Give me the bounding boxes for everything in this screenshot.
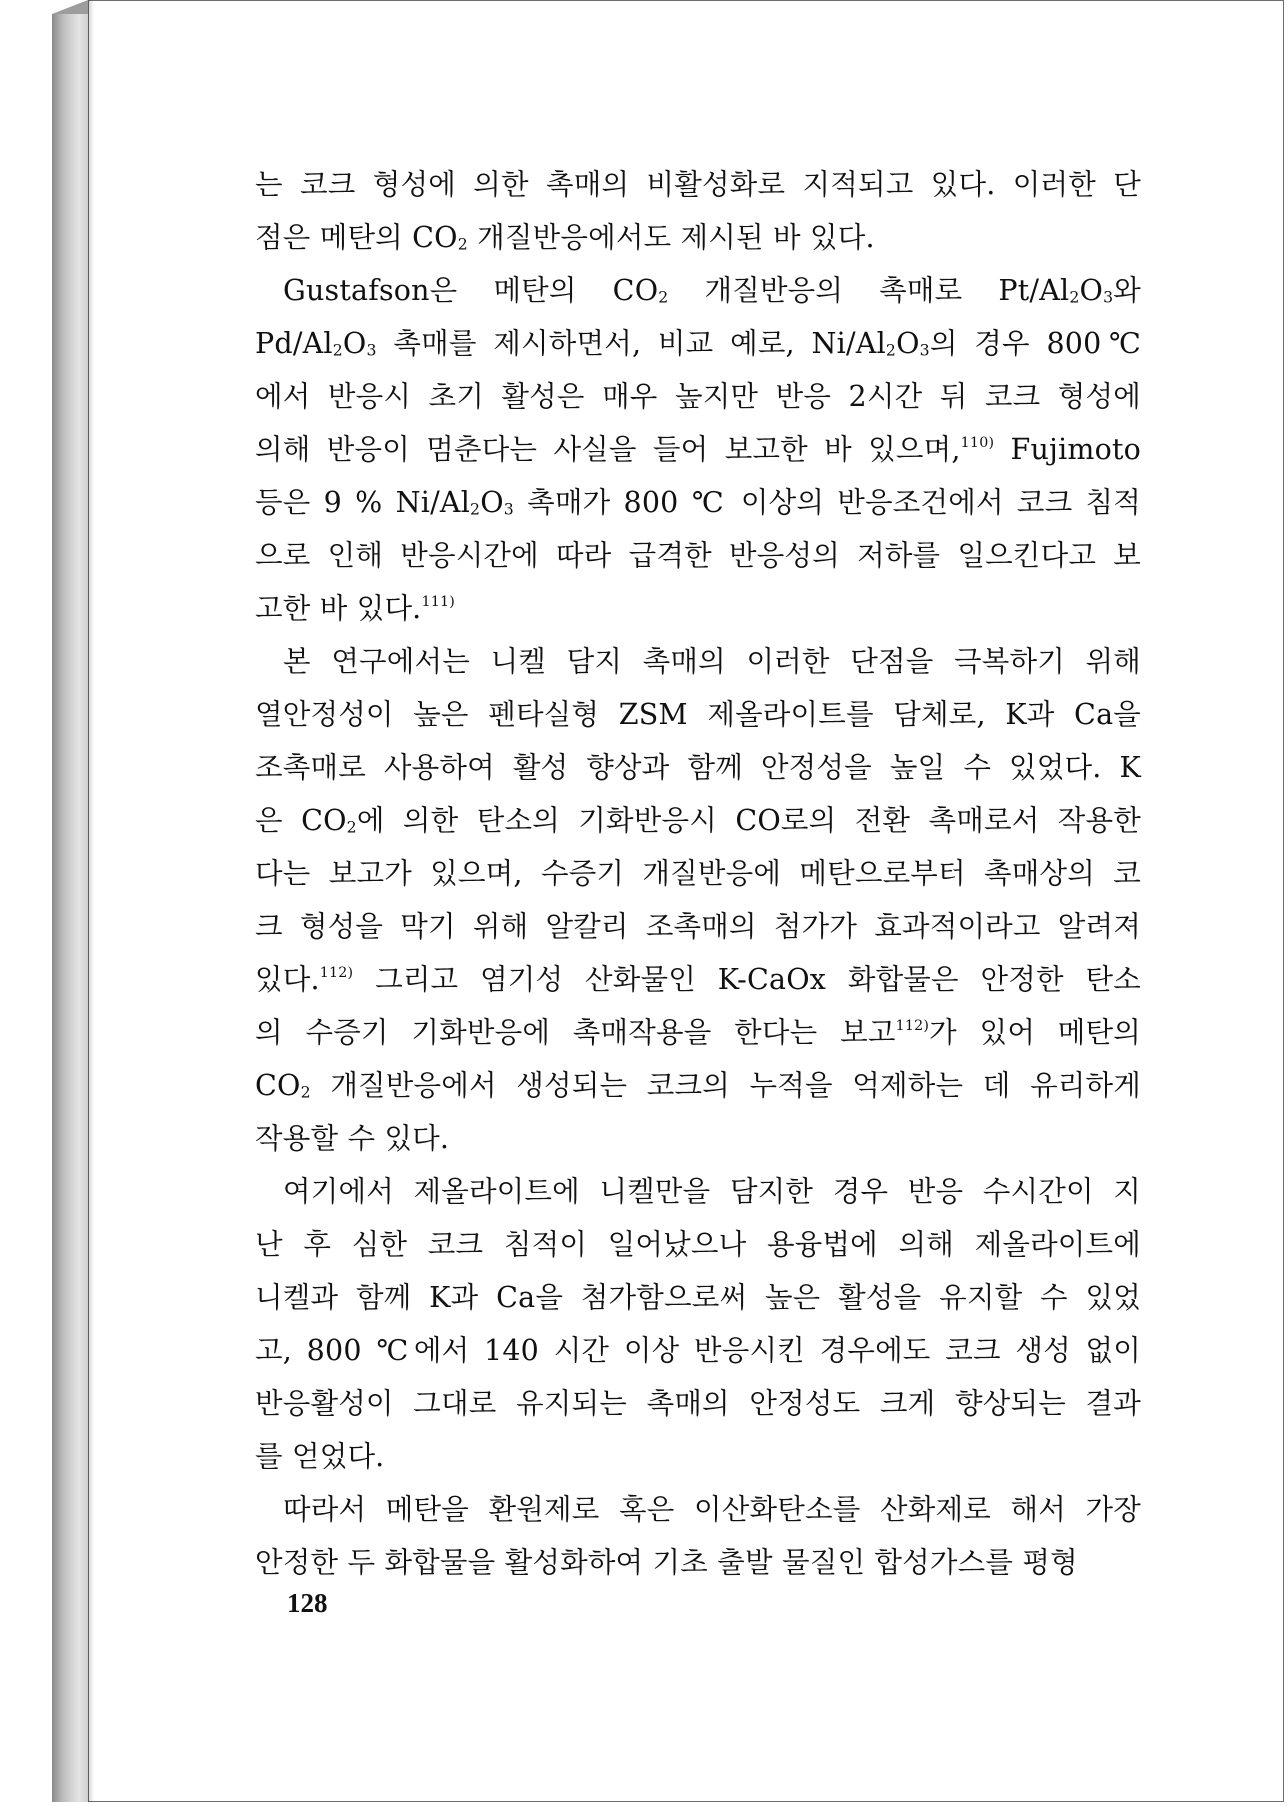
text-line: [255, 158, 1141, 211]
text-run: 따라서 메탄을 환원제로 혹은 이산화탄소를 산화제로 해서 가장: [283, 1493, 1141, 1526]
text-run: Gustafson은 메탄의 CO: [283, 274, 659, 307]
text-run: 으로 인해 반응시간에 따라 급격한 반응성의 저하를 일으킨다고 보: [255, 539, 1141, 572]
text-line: [255, 794, 1141, 847]
text-line: [255, 741, 1141, 794]
text-line: [255, 1006, 1141, 1059]
text-line: [255, 529, 1141, 582]
text-run: 조촉매로 사용하여 활성 향상과 함께 안정성을 높일 수 있었다. K: [255, 751, 1141, 784]
text-run: 니켈과 함께 K과 Ca을 첨가함으로써 높은 활성을 유지할 수 있었: [255, 1281, 1141, 1314]
text-run: 난 후 심한 코크 침적이 일어났으나 용융법에 의해 제올라이트에: [255, 1228, 1141, 1261]
text-run: O: [1079, 274, 1104, 307]
reference-superscript: 112): [319, 964, 354, 981]
text-run: 촉매가 800 ℃ 이상의 반응조건에서 코크 침적: [513, 486, 1141, 519]
text-run: O: [896, 327, 920, 360]
text-run: 촉매를 제시하면서, 비교 예로, Ni/Al: [376, 327, 886, 360]
text-run: Fujimoto: [994, 433, 1141, 466]
body-text: [255, 158, 1141, 1589]
text-run: 의해 반응이 멈춘다는 사실을 들어 보고한 바 있으며,: [255, 433, 961, 466]
text-line: [255, 582, 1141, 635]
text-run: 고, 800 ℃에서 140 시간 이상 반응시킨 경우에도 코크 생성 없이: [255, 1334, 1141, 1367]
text-line: [255, 900, 1141, 953]
subscript: 2: [457, 234, 468, 254]
paragraph: [255, 264, 1141, 635]
text-run: 개질반응에서도 제시된 바 있다.: [467, 221, 875, 254]
book-spine-top: [52, 0, 88, 14]
text-run: 등은 9 % Ni/Al: [255, 486, 471, 519]
subscript: 2: [1069, 287, 1080, 307]
reference-superscript: 110): [960, 434, 995, 451]
subscript: 2: [300, 1082, 311, 1102]
text-run: 의 수증기 기화반응에 촉매작용을 한다는 보고: [255, 1016, 896, 1049]
text-line: [255, 1112, 1141, 1165]
text-run: Pd/Al: [255, 327, 333, 360]
text-line: [255, 953, 1141, 1006]
subscript: 2: [658, 287, 669, 307]
subscript: 3: [503, 499, 514, 519]
text-run: CO: [255, 1069, 301, 1102]
text-run: 은 CO: [255, 804, 347, 837]
text-run: 반응활성이 그대로 유지되는 촉매의 안정성도 크게 향상되는 결과: [255, 1387, 1141, 1420]
text-line: [255, 1165, 1141, 1218]
text-run: 크 형성을 막기 위해 알칼리 조촉매의 첨가가 효과적이라고 알려져: [255, 910, 1141, 943]
subscript: 2: [885, 340, 897, 360]
text-run: 안정한 두 화합물을 활성화하여 기초 출발 물질인 합성가스를 평형: [255, 1546, 1078, 1579]
text-line: [255, 211, 1141, 264]
text-run: 를 얻었다.: [255, 1440, 385, 1473]
text-run: 와: [1113, 274, 1141, 307]
text-run: 본 연구에서는 니켈 담지 촉매의 이러한 단점을 극복하기 위해: [283, 645, 1141, 678]
text-run: 는 코크 형성에 의한 촉매의 비활성화로 지적되고 있다. 이러한 단: [255, 168, 1141, 201]
text-line: [255, 1271, 1141, 1324]
text-run: 다는 보고가 있으며, 수증기 개질반응에 메탄으로부터 촉매상의 코: [255, 857, 1141, 890]
paragraph: [255, 635, 1141, 1165]
subscript: 3: [1103, 287, 1114, 307]
text-run: 점은 메탄의 CO: [255, 221, 458, 254]
text-line: [255, 1059, 1141, 1112]
text-line: [255, 317, 1141, 370]
subscript: 2: [332, 340, 343, 360]
text-run: 작용할 수 있다.: [255, 1122, 450, 1155]
page-edge-shadow: [88, 0, 94, 1802]
text-line: [255, 1324, 1141, 1377]
text-run: 개질반응의 촉매로 Pt/Al: [668, 274, 1070, 307]
text-run: 의 경우 800℃: [929, 327, 1141, 360]
text-line: [255, 847, 1141, 900]
subscript: 2: [346, 817, 357, 837]
text-line: [255, 1430, 1141, 1483]
text-line: [255, 1377, 1141, 1430]
text-run: 개질반응에서 생성되는 코크의 누적을 억제하는 데 유리하게: [310, 1069, 1141, 1102]
text-line: [255, 370, 1141, 423]
subscript: 3: [366, 340, 377, 360]
subscript: 3: [919, 340, 930, 360]
text-line: [255, 264, 1141, 317]
text-run: 여기에서 제올라이트에 니켈만을 담지한 경우 반응 수시간이 지: [283, 1175, 1141, 1208]
text-line: [255, 423, 1141, 476]
paragraph: [255, 1165, 1141, 1483]
book-spine: [52, 14, 88, 1802]
text-run: O: [342, 327, 367, 360]
text-run: 그리고 염기성 산화물인 K-CaOx 화합물은 안정한 탄소: [353, 963, 1141, 996]
text-run: 고한 바 있다.: [255, 592, 422, 625]
text-run: 가 있어 메탄의: [929, 1016, 1142, 1049]
text-line: [255, 635, 1141, 688]
paragraph: [255, 158, 1141, 264]
reference-superscript: 111): [421, 593, 455, 610]
text-line: [255, 1218, 1141, 1271]
paragraph: [255, 1483, 1141, 1589]
text-line: [255, 1536, 1141, 1589]
text-run: 열안정성이 높은 펜타실형 ZSM 제올라이트를 담체로, K과 Ca을: [255, 698, 1141, 731]
text-run: 에서 반응시 초기 활성은 매우 높지만 반응 2시간 뒤 코크 형성에: [255, 380, 1141, 413]
text-line: [255, 476, 1141, 529]
subscript: 2: [470, 499, 481, 519]
text-line: [255, 688, 1141, 741]
text-run: O: [480, 486, 504, 519]
text-run: 에 의한 탄소의 기화반응시 CO로의 전환 촉매로서 작용한: [356, 804, 1141, 837]
reference-superscript: 112): [895, 1017, 930, 1034]
text-run: 있다.: [255, 963, 320, 996]
page-number: 128: [287, 1588, 328, 1618]
text-line: [255, 1483, 1141, 1536]
